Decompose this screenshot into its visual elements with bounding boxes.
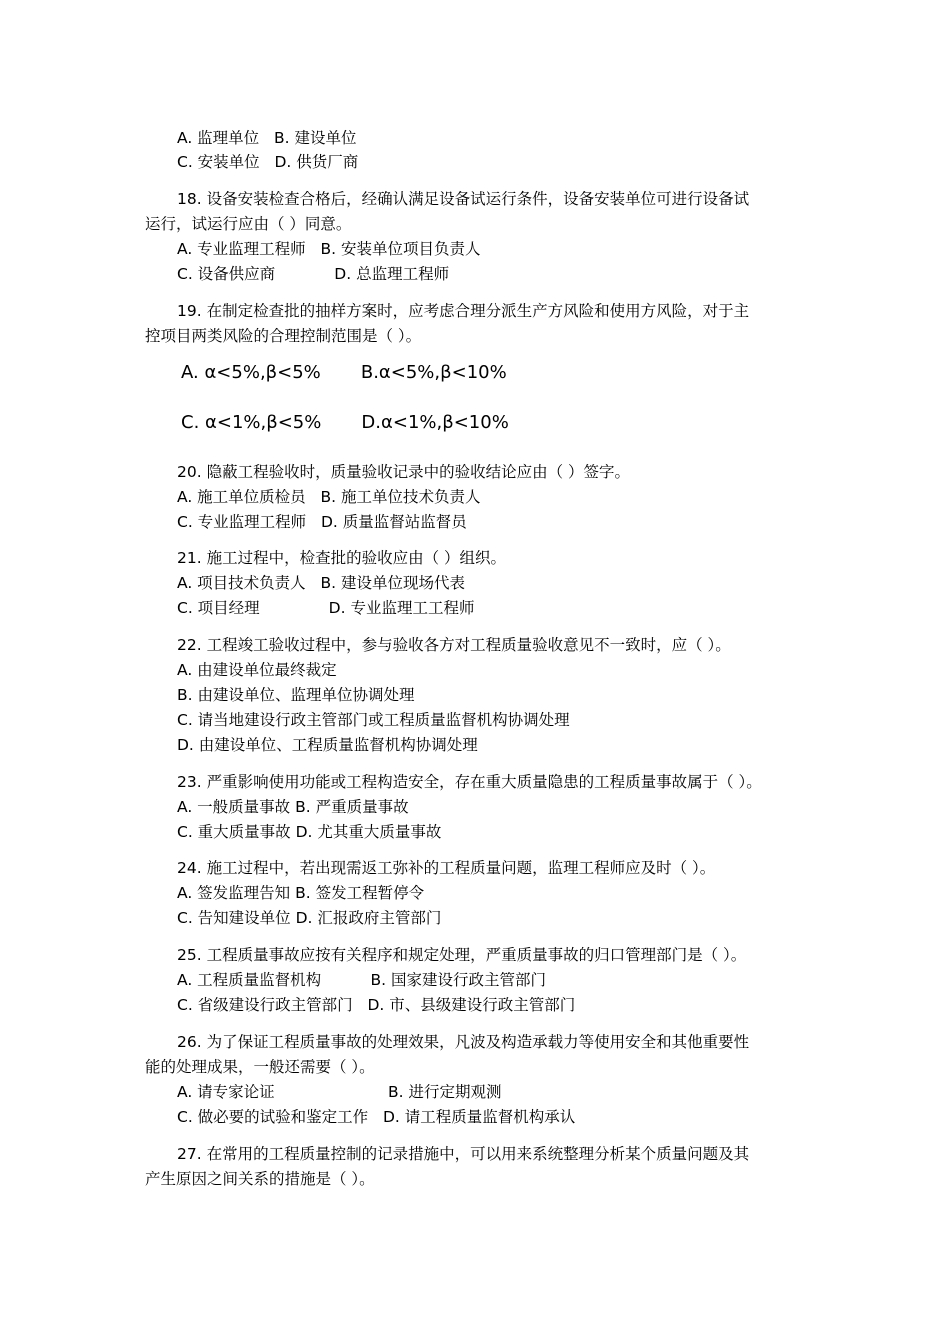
q22-option-d: D. 由建设单位、工程质量监督机构协调处理: [177, 736, 478, 754]
q20-stem: 20. 隐蔽工程验收时，质量验收记录中的验收结论应由（ ）签字。: [177, 463, 631, 481]
q26-stem: 26. 为了保证工程质量事故的处理效果，凡波及构造承载力等使用安全和其他重要性: [177, 1033, 750, 1051]
q23-options-cd: C. 重大质量事故 D. 尤其重大质量事故: [177, 823, 442, 841]
q24-options-cd: C. 告知建设单位 D. 汇报政府主管部门: [177, 909, 442, 927]
q24-options-ab: A. 签发监理告知 B. 签发工程暂停令: [177, 884, 425, 902]
q19-stem-cont: 控项目两类风险的合理控制范围是（ ）。: [145, 327, 422, 345]
q18-stem: 18. 设备安装检查合格后，经确认满足设备试运行条件，设备安装单位可进行设备试: [177, 190, 750, 208]
q26-stem-cont: 能的处理成果，一般还需要（ ）。: [145, 1058, 375, 1076]
q24-stem: 24. 施工过程中，若出现需返工弥补的工程质量问题，监理工程师应及时（ ）。: [177, 859, 716, 877]
q19-options-cd: C. α<1%,β<5% D.α<1%,β<10%: [181, 412, 509, 433]
q25-options-ab: A. 工程质量监督机构 B. 国家建设行政主管部门: [177, 971, 546, 989]
q22-option-a: A. 由建设单位最终裁定: [177, 661, 337, 679]
q26-options-cd: C. 做必要的试验和鉴定工作 D. 请工程质量监督机构承认: [177, 1108, 576, 1126]
q18-options-cd: C. 设备供应商 D. 总监理工程师: [177, 265, 450, 283]
q18-options-ab: A. 专业监理工程师 B. 安装单位项目负责人: [177, 240, 481, 258]
q23-stem: 23. 严重影响使用功能或工程构造安全，存在重大质量隐患的工程质量事故属于（ ）。: [177, 773, 762, 791]
q17-options-ab: A. 监理单位 B. 建设单位: [177, 129, 357, 147]
q19-options-ab: A. α<5%,β<5% B.α<5%,β<10%: [181, 362, 507, 383]
q27-stem: 27. 在常用的工程质量控制的记录措施中，可以用来系统整理分析某个质量问题及其: [177, 1145, 750, 1163]
q25-options-cd: C. 省级建设行政主管部门 D. 市、县级建设行政主管部门: [177, 996, 576, 1014]
q20-options-ab: A. 施工单位质检员 B. 施工单位技术负责人: [177, 488, 481, 506]
q26-options-ab: A. 请专家论证 B. 进行定期观测: [177, 1083, 502, 1101]
q19-stem: 19. 在制定检查批的抽样方案时，应考虑合理分派生产方风险和使用方风险，对于主: [177, 302, 750, 320]
q27-stem-cont: 产生原因之间关系的措施是（ ）。: [145, 1170, 375, 1188]
q21-options-cd: C. 项目经理 D. 专业监理工工程师: [177, 599, 475, 617]
q22-option-b: B. 由建设单位、监理单位协调处理: [177, 686, 415, 704]
q17-options-cd: C. 安装单位 D. 供货厂商: [177, 153, 359, 171]
q22-stem: 22. 工程竣工验收过程中，参与验收各方对工程质量验收意见不一致时，应（ ）。: [177, 636, 731, 654]
q18-stem-cont: 运行，试运行应由（ ）同意。: [145, 215, 352, 233]
q21-options-ab: A. 项目技术负责人 B. 建设单位现场代表: [177, 574, 465, 592]
q20-options-cd: C. 专业监理工程师 D. 质量监督站监督员: [177, 513, 467, 531]
q22-option-c: C. 请当地建设行政主管部门或工程质量监督机构协调处理: [177, 711, 570, 729]
q25-stem: 25. 工程质量事故应按有关程序和规定处理，严重质量事故的归口管理部门是（ ）。: [177, 946, 747, 964]
q21-stem: 21. 施工过程中，检查批的验收应由（ ）组织。: [177, 549, 507, 567]
q23-options-ab: A. 一般质量事故 B. 严重质量事故: [177, 798, 409, 816]
